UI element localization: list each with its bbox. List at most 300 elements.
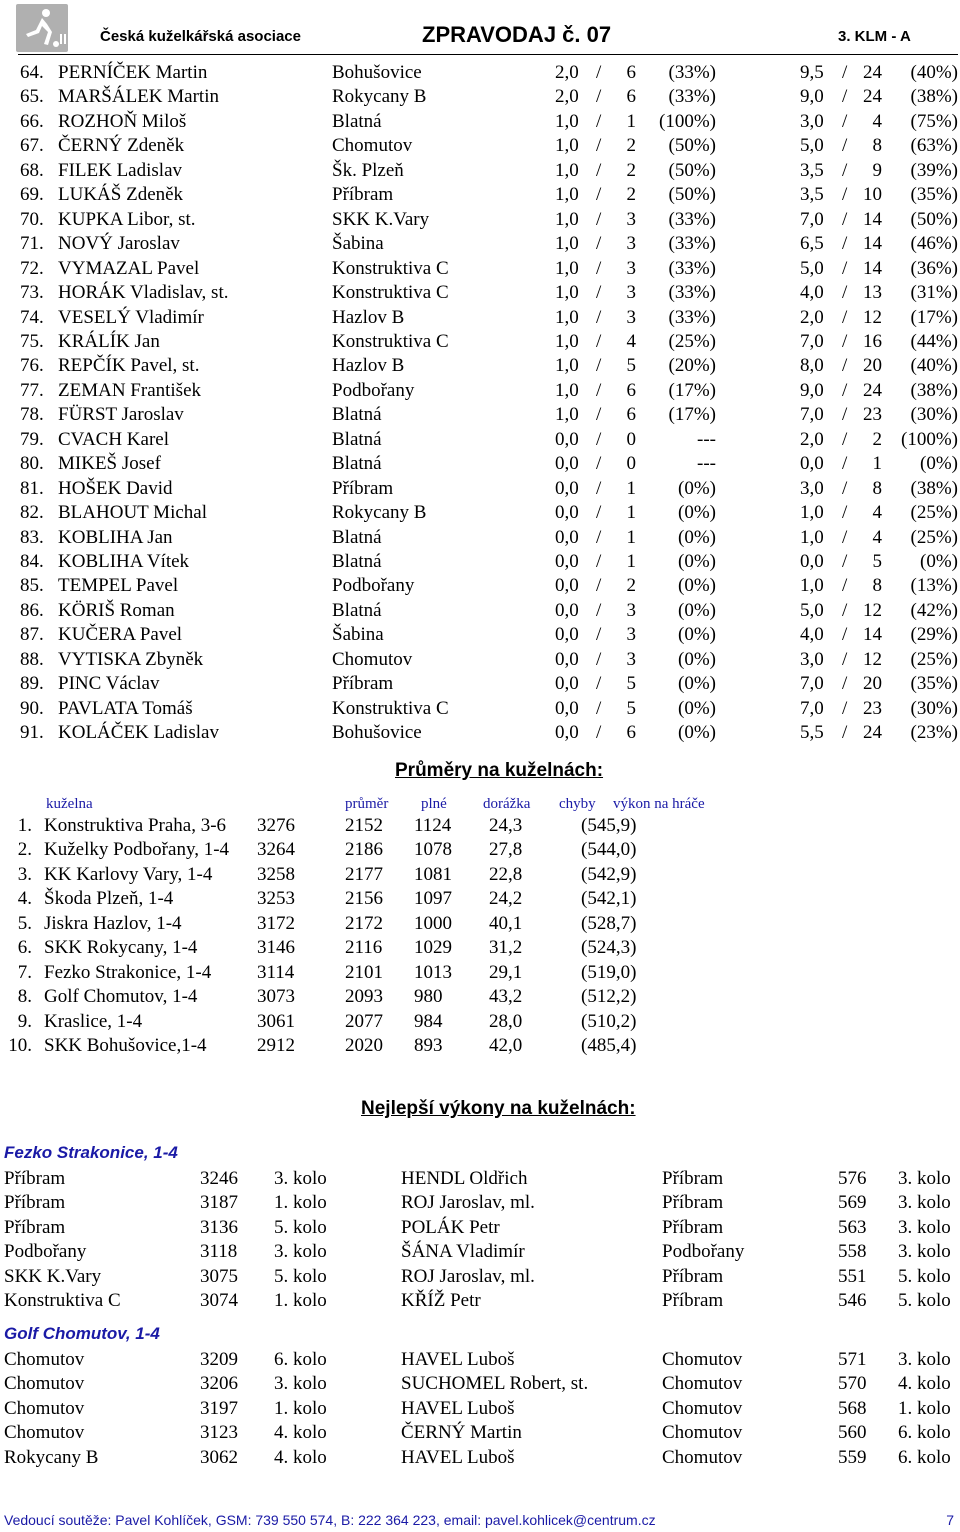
player-name: ŠÁNA Vladimír <box>401 1241 525 1263</box>
player-row <box>0 159 960 183</box>
lane-best: 3258 <box>257 863 295 885</box>
separator: / <box>842 673 848 695</box>
player-row <box>0 183 960 207</box>
total-games: 8 <box>872 575 882 597</box>
total-percent: (30%) <box>910 404 958 426</box>
team-round: 1. kolo <box>274 1290 327 1312</box>
total-percent: (38%) <box>910 379 958 401</box>
player-rank: 77. <box>20 379 44 401</box>
total-percent: (0%) <box>920 453 958 475</box>
player-name: KRÁLÍK Jan <box>58 330 160 352</box>
best-title: Nejlepší výkony na kuželnách: <box>361 1098 636 1119</box>
separator: / <box>842 404 848 426</box>
total-percent: (25%) <box>910 648 958 670</box>
total-points: 4,0 <box>800 624 824 646</box>
team-name: Příbram <box>4 1168 66 1189</box>
lane-clean: 43,2 <box>489 986 523 1008</box>
player-club: Konstruktiva C <box>332 697 449 719</box>
separator: / <box>842 208 848 230</box>
player-name: VYTISKA Zbyněk <box>58 648 204 670</box>
lane-name: Jiskra Hazlov, 1-4 <box>44 912 182 934</box>
lane-best: 3073 <box>257 986 295 1008</box>
best-row <box>0 1191 960 1215</box>
round-percent: (0%) <box>678 624 716 646</box>
total-percent: (30%) <box>910 697 958 719</box>
team-score: 3209 <box>200 1349 238 1370</box>
lane-full: 1000 <box>414 912 452 934</box>
total-games: 1 <box>872 453 882 475</box>
separator: / <box>842 526 848 548</box>
total-percent: (44%) <box>910 330 958 352</box>
total-percent: (50%) <box>910 208 958 230</box>
round-percent: (0%) <box>678 697 716 719</box>
team-round: 6. kolo <box>274 1349 327 1370</box>
round-games: 3 <box>626 624 636 646</box>
player-club: Chomutov <box>662 1373 743 1395</box>
player-row <box>0 697 960 721</box>
lane-clean: 28,0 <box>489 1010 523 1032</box>
page-header <box>0 0 960 58</box>
round-points: 0,0 <box>555 477 579 499</box>
player-rank: 87. <box>20 624 44 646</box>
player-rank: 73. <box>20 282 44 304</box>
lane-clean: 27,8 <box>489 839 523 861</box>
player-row <box>0 306 960 330</box>
separator: / <box>842 697 848 719</box>
round-points: 1,0 <box>555 257 579 279</box>
total-points: 7,0 <box>800 697 824 719</box>
player-round: 6. kolo <box>898 1446 951 1468</box>
lane-row <box>0 887 960 911</box>
round-percent: (0%) <box>678 551 716 572</box>
round-games: 1 <box>626 502 636 524</box>
total-points: 1,0 <box>800 502 824 524</box>
player-rank: 90. <box>20 697 44 719</box>
total-points: 5,5 <box>800 722 824 744</box>
team-score: 3074 <box>200 1290 238 1312</box>
player-round: 4. kolo <box>898 1373 951 1395</box>
lane-name: KK Karlovy Vary, 1-4 <box>44 863 213 885</box>
separator: / <box>596 86 602 108</box>
lane-performance: (485,4) <box>581 1035 637 1057</box>
player-rank: 89. <box>20 673 44 695</box>
lane-clean: 31,2 <box>489 937 523 959</box>
total-games: 12 <box>863 648 882 670</box>
round-points: 1,0 <box>555 208 579 230</box>
team-score: 3136 <box>200 1216 238 1238</box>
header-perf: výkon na hráče <box>613 796 705 812</box>
separator: / <box>842 159 848 181</box>
total-points: 3,0 <box>800 477 824 499</box>
player-club: Bohušovice <box>332 62 422 83</box>
player-row <box>0 599 960 623</box>
player-score: 563 <box>838 1216 867 1238</box>
total-points: 7,0 <box>800 673 824 695</box>
round-percent: (50%) <box>668 159 716 181</box>
player-club: Podbořany <box>332 379 415 401</box>
player-round: 5. kolo <box>898 1290 951 1312</box>
best-row <box>0 1216 960 1240</box>
lane-performance: (524,3) <box>581 937 637 959</box>
separator: / <box>842 379 848 401</box>
total-points: 2,0 <box>800 428 824 450</box>
player-row <box>0 110 960 134</box>
player-rank: 88. <box>20 648 44 670</box>
round-percent: (33%) <box>668 282 716 304</box>
lane-row <box>0 838 960 862</box>
round-percent: (33%) <box>668 233 716 255</box>
player-name: ZEMAN František <box>58 379 202 401</box>
lane-name: SKK Rokycany, 1-4 <box>44 937 198 959</box>
total-percent: (63%) <box>910 135 958 157</box>
separator: / <box>842 648 848 670</box>
round-games: 3 <box>626 282 636 304</box>
player-row <box>0 672 960 696</box>
player-rank: 76. <box>20 355 44 377</box>
separator: / <box>596 379 602 401</box>
player-rank: 71. <box>20 233 44 255</box>
separator: / <box>842 477 848 499</box>
total-points: 0,0 <box>800 453 824 475</box>
round-percent: (20%) <box>668 355 716 377</box>
total-points: 6,5 <box>800 233 824 255</box>
player-rank: 80. <box>20 453 44 475</box>
player-name: ČERNÝ Martin <box>401 1422 522 1444</box>
round-percent: (17%) <box>668 404 716 426</box>
best-row <box>0 1240 960 1264</box>
total-points: 5,0 <box>800 599 824 621</box>
team-round: 3. kolo <box>274 1241 327 1263</box>
team-score: 3075 <box>200 1265 238 1287</box>
player-score: 560 <box>838 1422 867 1444</box>
player-club: Chomutov <box>662 1422 743 1444</box>
player-club: Příbram <box>332 673 394 695</box>
total-percent: (13%) <box>910 575 958 597</box>
player-club: Rokycany B <box>332 502 427 524</box>
total-points: 9,0 <box>800 86 824 108</box>
player-rank: 72. <box>20 257 44 279</box>
player-rank: 79. <box>20 428 44 450</box>
player-row <box>0 61 960 85</box>
separator: / <box>596 330 602 352</box>
player-row <box>0 403 960 427</box>
page-number: 7 <box>946 1512 954 1528</box>
player-name: MIKEŠ Josef <box>58 453 161 475</box>
player-row <box>0 550 960 574</box>
player-name: PERNÍČEK Martin <box>58 62 208 83</box>
player-name: LUKÁŠ Zdeněk <box>58 184 184 206</box>
round-games: 1 <box>626 526 636 548</box>
round-percent: --- <box>697 453 716 475</box>
separator: / <box>596 599 602 621</box>
team-name: Chomutov <box>4 1422 85 1444</box>
footer-contact: Vedoucí soutěže: Pavel Kohlíček, GSM: 739 550 574, B: 222 364 223, email: pavel.kohlicek@centrum.cz <box>4 1512 656 1528</box>
player-club: Šabina <box>332 624 384 646</box>
player-name: REPČÍK Pavel, st. <box>58 355 200 377</box>
round-points: 1,0 <box>555 184 579 206</box>
round-points: 0,0 <box>555 428 579 450</box>
player-name: VYMAZAL Pavel <box>58 257 200 279</box>
lane-performance: (545,9) <box>581 815 637 836</box>
player-row <box>0 501 960 525</box>
lane-rank: 4. <box>17 888 32 910</box>
player-row <box>0 648 960 672</box>
round-percent: (0%) <box>678 722 716 744</box>
lane-performance: (528,7) <box>581 912 637 934</box>
player-round: 3. kolo <box>898 1216 951 1238</box>
player-rank: 69. <box>20 184 44 206</box>
round-points: 0,0 <box>555 526 579 548</box>
header-miss: chyby <box>559 796 596 812</box>
player-club: Bohušovice <box>332 722 422 744</box>
separator: / <box>842 257 848 279</box>
total-percent: (39%) <box>910 159 958 181</box>
lane-clean: 22,8 <box>489 863 523 885</box>
round-percent: (50%) <box>668 184 716 206</box>
player-score: 569 <box>838 1192 867 1214</box>
round-points: 1,0 <box>555 379 579 401</box>
total-points: 7,0 <box>800 208 824 230</box>
total-games: 14 <box>863 624 882 646</box>
lane-rank: 3. <box>17 863 32 885</box>
lane-rank: 10. <box>8 1035 32 1057</box>
lane-name: Kuželky Podbořany, 1-4 <box>44 839 230 861</box>
round-points: 1,0 <box>555 159 579 181</box>
total-games: 12 <box>863 306 882 328</box>
player-club: Chomutov <box>332 648 413 670</box>
team-score: 3187 <box>200 1192 238 1214</box>
player-name: BLAHOUT Michal <box>58 502 207 524</box>
round-percent: (0%) <box>678 575 716 597</box>
round-points: 1,0 <box>555 135 579 157</box>
team-score: 3062 <box>200 1446 238 1468</box>
player-name: HOŠEK David <box>58 477 173 499</box>
separator: / <box>596 575 602 597</box>
team-round: 4. kolo <box>274 1446 327 1468</box>
separator: / <box>842 551 848 572</box>
lane-best: 3264 <box>257 839 295 861</box>
averages-title: Průměry na kuželnách: <box>395 760 604 781</box>
player-club: Blatná <box>332 428 382 450</box>
separator: / <box>596 428 602 450</box>
separator: / <box>596 135 602 157</box>
total-percent: (25%) <box>910 526 958 548</box>
separator: / <box>842 110 848 132</box>
total-percent: (38%) <box>910 86 958 108</box>
separator: / <box>842 453 848 475</box>
player-name: POLÁK Petr <box>401 1216 500 1238</box>
team-round: 5. kolo <box>274 1265 327 1287</box>
team-name: SKK K.Vary <box>4 1265 102 1287</box>
team-score: 3118 <box>200 1241 238 1263</box>
separator: / <box>842 599 848 621</box>
player-rank: 64. <box>20 62 44 83</box>
lane-full: 1078 <box>414 839 452 861</box>
player-row <box>0 721 960 745</box>
separator: / <box>842 722 848 744</box>
player-club: Rokycany B <box>332 86 427 108</box>
round-games: 5 <box>626 673 636 695</box>
separator: / <box>596 184 602 206</box>
total-games: 9 <box>872 159 882 181</box>
total-percent: (46%) <box>910 233 958 255</box>
total-games: 24 <box>863 62 882 83</box>
separator: / <box>596 62 602 83</box>
player-rank: 84. <box>20 551 44 572</box>
lane-row <box>0 1010 960 1034</box>
player-name: NOVÝ Jaroslav <box>58 233 180 255</box>
round-points: 0,0 <box>555 697 579 719</box>
player-row <box>0 281 960 305</box>
team-name: Rokycany B <box>4 1446 99 1468</box>
separator: / <box>596 648 602 670</box>
best-row <box>0 1421 960 1445</box>
round-percent: (0%) <box>678 526 716 548</box>
player-name: HENDL Oldřich <box>401 1168 528 1189</box>
round-games: 6 <box>626 62 636 83</box>
lane-best: 3276 <box>257 815 295 836</box>
separator: / <box>596 722 602 744</box>
lane-performance: (519,0) <box>581 961 637 983</box>
round-games: 6 <box>626 379 636 401</box>
league-name: 3. KLM - A <box>838 28 911 45</box>
round-percent: (17%) <box>668 379 716 401</box>
round-games: 6 <box>626 722 636 744</box>
total-games: 5 <box>872 551 882 572</box>
player-club: Šabina <box>332 233 384 255</box>
player-row <box>0 232 960 256</box>
player-club: Příbram <box>332 477 394 499</box>
total-games: 4 <box>872 110 882 132</box>
player-name: TEMPEL Pavel <box>58 575 179 597</box>
total-games: 8 <box>872 135 882 157</box>
player-rank: 81. <box>20 477 44 499</box>
player-club: Blatná <box>332 110 382 132</box>
round-points: 0,0 <box>555 648 579 670</box>
lane-average: 2020 <box>345 1035 383 1057</box>
player-round: 3. kolo <box>898 1192 951 1214</box>
total-games: 14 <box>863 257 882 279</box>
team-score: 3123 <box>200 1422 238 1444</box>
player-club: Chomutov <box>662 1446 743 1468</box>
lane-best: 3172 <box>257 912 295 934</box>
round-points: 0,0 <box>555 575 579 597</box>
player-row <box>0 85 960 109</box>
player-row <box>0 330 960 354</box>
lane-row <box>0 961 960 985</box>
player-club: Konstruktiva C <box>332 257 449 279</box>
lane-group-title: Golf Chomutov, 1-4 <box>4 1324 160 1343</box>
round-games: 0 <box>626 453 636 475</box>
player-row <box>0 379 960 403</box>
separator: / <box>842 86 848 108</box>
lane-performance: (510,2) <box>581 1010 637 1032</box>
total-games: 12 <box>863 599 882 621</box>
player-name: ROZHOŇ Miloš <box>58 110 187 132</box>
player-name: KUČERA Pavel <box>58 624 183 646</box>
team-name: Konstruktiva C <box>4 1290 121 1312</box>
round-games: 0 <box>626 428 636 450</box>
total-points: 8,0 <box>800 355 824 377</box>
player-club: Příbram <box>662 1290 724 1312</box>
player-rank: 65. <box>20 86 44 108</box>
player-name: KUPKA Libor, st. <box>58 208 196 230</box>
lane-full: 984 <box>414 1010 443 1032</box>
round-games: 1 <box>626 477 636 499</box>
lane-full: 1097 <box>414 888 452 910</box>
player-club: Hazlov B <box>332 306 405 328</box>
player-club: Konstruktiva C <box>332 282 449 304</box>
round-games: 2 <box>626 184 636 206</box>
separator: / <box>842 135 848 157</box>
lane-performance: (542,1) <box>581 888 637 910</box>
player-round: 5. kolo <box>898 1265 951 1287</box>
separator: / <box>596 624 602 646</box>
separator: / <box>596 526 602 548</box>
round-points: 1,0 <box>555 355 579 377</box>
player-rank: 68. <box>20 159 44 181</box>
separator: / <box>842 502 848 524</box>
total-points: 0,0 <box>800 551 824 572</box>
player-name: KOBLIHA Jan <box>58 526 173 548</box>
player-club: Příbram <box>332 184 394 206</box>
total-points: 9,0 <box>800 379 824 401</box>
total-points: 3,5 <box>800 184 824 206</box>
lane-clean: 24,3 <box>489 815 523 836</box>
round-games: 3 <box>626 306 636 328</box>
total-games: 23 <box>863 697 882 719</box>
lane-full: 1013 <box>414 961 452 983</box>
lane-rank: 2. <box>17 839 32 861</box>
player-club: Příbram <box>662 1216 724 1238</box>
lane-average: 2101 <box>345 961 383 983</box>
lane-rank: 1. <box>17 815 32 836</box>
player-name: SUCHOMEL Robert, st. <box>401 1373 589 1395</box>
total-points: 1,0 <box>800 526 824 548</box>
lane-name: Konstruktiva Praha, 3-6 <box>44 815 227 836</box>
round-percent: (33%) <box>668 306 716 328</box>
player-name: HAVEL Luboš <box>401 1446 515 1468</box>
team-score: 3206 <box>200 1373 238 1395</box>
round-percent: (25%) <box>668 330 716 352</box>
lane-best: 3114 <box>257 961 295 983</box>
total-games: 24 <box>863 86 882 108</box>
player-club: Blatná <box>332 404 382 426</box>
team-name: Chomutov <box>4 1397 85 1419</box>
player-club: Podbořany <box>662 1241 745 1263</box>
total-percent: (36%) <box>910 257 958 279</box>
total-games: 24 <box>863 722 882 744</box>
lane-row <box>0 863 960 887</box>
team-round: 3. kolo <box>274 1373 327 1395</box>
total-percent: (35%) <box>910 673 958 695</box>
lane-rank: 5. <box>17 912 32 934</box>
player-name: KÖRIŠ Roman <box>58 599 175 621</box>
round-percent: (0%) <box>678 477 716 499</box>
player-name: FILEK Ladislav <box>58 159 183 181</box>
player-club: Příbram <box>662 1192 724 1214</box>
total-games: 14 <box>863 233 882 255</box>
round-points: 1,0 <box>555 233 579 255</box>
player-club: Konstruktiva C <box>332 330 449 352</box>
lane-average: 2152 <box>345 815 383 836</box>
total-points: 5,0 <box>800 135 824 157</box>
player-score: 571 <box>838 1349 867 1370</box>
separator: / <box>596 306 602 328</box>
total-percent: (17%) <box>910 306 958 328</box>
player-rank: 91. <box>20 722 44 744</box>
round-points: 0,0 <box>555 453 579 475</box>
